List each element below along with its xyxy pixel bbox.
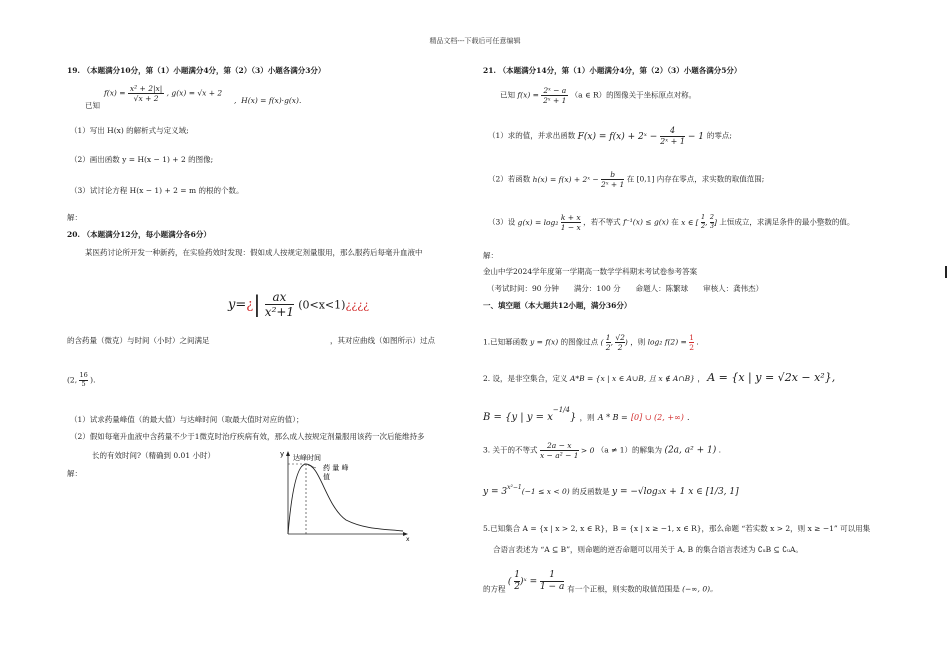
answer-1: 1.已知幂函数 y = f(x) 的图像过点 ( $\frac{1}{2}$ , $\frac{√2}{2}$ ) ，则 log₂ f(2) = $\frac{1}{2}$ . (483, 333, 699, 352)
q20-part1: （1）试求药量峰值（的最大值）与达峰时间（取最大值时对应的值）； (70, 415, 304, 424)
q19-part1: （1）写出 H(x) 的解析式与定义域; (70, 126, 189, 135)
q20-intro: 某医药讨论所开发一种新药，在实验药效时发现：假如成人按规定剂量服用，那么服药后每毫升血液中 (85, 248, 423, 257)
q19-solution-label: 解： (67, 213, 82, 222)
q20-title: 20. （本题满分12分，每小题满分各6分） (67, 230, 211, 239)
q19-given-label: 已知 (85, 101, 100, 110)
graph-peak-value-label-1: 药 量 峰 (323, 464, 349, 472)
answer-title: 金山中学2024学年度第一学期高一数学学科期末考试卷参考答案 (483, 267, 698, 276)
graph-peak-time-label: 达峰时间 (293, 454, 321, 462)
q20-line2-end: ，其对应曲线（如图所示）过点 (330, 336, 435, 345)
q20-solution-label: 解： (67, 469, 82, 478)
q19-f-formula: f(x) = $\frac{\text{x² + 2|x|}}{√x + 2}$ , g(x) = √x + 2 (104, 84, 223, 103)
graph-y-label: y (280, 450, 285, 458)
q21-part2: （2）若函数 h(x) = f(x) + 2ˣ − $\frac{b}{\text{2ˣ + 1}}$ 在 [0,1] 内存在零点，求实数的取值范围; (488, 170, 765, 189)
page-edge-marker (945, 266, 947, 278)
q20-part2-line2: 长的有效时间?（精确到 0.01 小时） (92, 451, 215, 460)
answer-2-line2: B = {y | $y = x^{-1/4}$} ，则 A * B = [0] ∪ (2, +∞) . (483, 406, 690, 423)
section-fill-blank-title: 一、填空题（本大题共12小题，满分36分） (483, 301, 632, 310)
drug-curve-figure (268, 446, 413, 542)
answer-4: $y = 3^{x^2-1}(-1 \le x < 0)$ 的反函数是 y = −√log₃x + 1 x ∈ [1/3, 1] (483, 484, 739, 497)
answer-5-line2: 合语言表述为 “A ⊆ B”，则命题的逆否命题可以用关于 A, B 的集合语言表述为 ∁ᵤB ⊆ ∁ᵤA。 (493, 545, 803, 554)
q20-piecewise-formula: y=¿| $\frac{ax}{\text{x²+1}}$ (0<x<1)¿¿¿¿ (228, 290, 370, 320)
q21-part3: （3）设 g(x) = log₂ $\frac{k + x}{1 - x}$ ，若不等式 f⁻¹(x) ≤ g(x) 在 x ∈ [ $\frac{1}{2}$ , $\frac{2}{3}$ ] 上恒成立，求满足条件的最小整数的值。 (488, 213, 855, 232)
q19-part2: （2）画出函数 y = H(x − 1) + 2 的图像; (70, 155, 214, 164)
answer-6: 的方程 ( $\frac{1}{2}$ )ˣ = $\frac{1}{1 - a}$ 有一个正根，则实数的取值范围是 (−∞, 0)。 (483, 570, 718, 594)
graph-x-label: x (406, 536, 410, 542)
q20-part2-line1: （2）假如每毫升血液中含药量不少于1微克时治疗疾病有效，那么成人按规定剂量服用该药一次后能维持多 (70, 432, 425, 441)
answer-2-line1: 2. 设，是非空集合，定义 A*B = {x | x ∈ A∪B, 且 x ∉ A∩B} ， A = {x | y = √2x − x²}, (483, 371, 836, 384)
q21-solution-label: 解： (483, 251, 498, 260)
q21-title: 21. （本题满分14分，第（1）小题满分4分，第（2）（3）小题各满分5分） (483, 66, 742, 75)
answer-3: 3. 关于的不等式 $\frac{2a - x}{\text{x − a² − 1}}$ > 0 （a ≠ 1）的解集为 (2a, a² + 1) . (483, 441, 722, 460)
q20-point: (2, $\frac{16}{5}$ ). (67, 371, 96, 388)
q20-line2-start: 的含药量（微克）与时间（小时）之间满足 (67, 336, 210, 345)
q19-part3: （3）试讨论方程 H(x − 1) + 2 = m 的根的个数。 (70, 186, 244, 195)
graph-peak-value-label-2: 值 (323, 473, 330, 481)
q19-H-formula: , H(x) = f(x)·g(x). (234, 96, 302, 105)
page-header: 精品文档---下载后可任意编辑 (429, 37, 521, 45)
answer-5-line1: 5.已知集合 A = {x | x > 2, x ∈ R}，B = {x | x ≥ −1, x ∈ R}，那么命题 “若实数 x > 2，则 x ≥ −1” 可以用集 (483, 524, 871, 533)
q19-title: 19. （本题满分10分，第（1）小题满分4分，第（2）（3）小题各满分3分） (67, 66, 326, 75)
q21-given: 已知 f(x) = $\frac{\text{2ˣ − a}}{\text{2ˣ + 1}}$ （a ∈ R）的图像关于坐标原点对称。 (500, 86, 697, 105)
q21-part1: （1）求的值，并求出函数 F(x) = f(x) + 2ˣ − $\frac{4}{\text{2ˣ + 1}}$ − 1 的零点; (488, 126, 732, 146)
answer-info: （考试时间：90 分钟 满分：100 分 命题人：陈繁球 审核人：龚伟杰） (487, 284, 764, 293)
